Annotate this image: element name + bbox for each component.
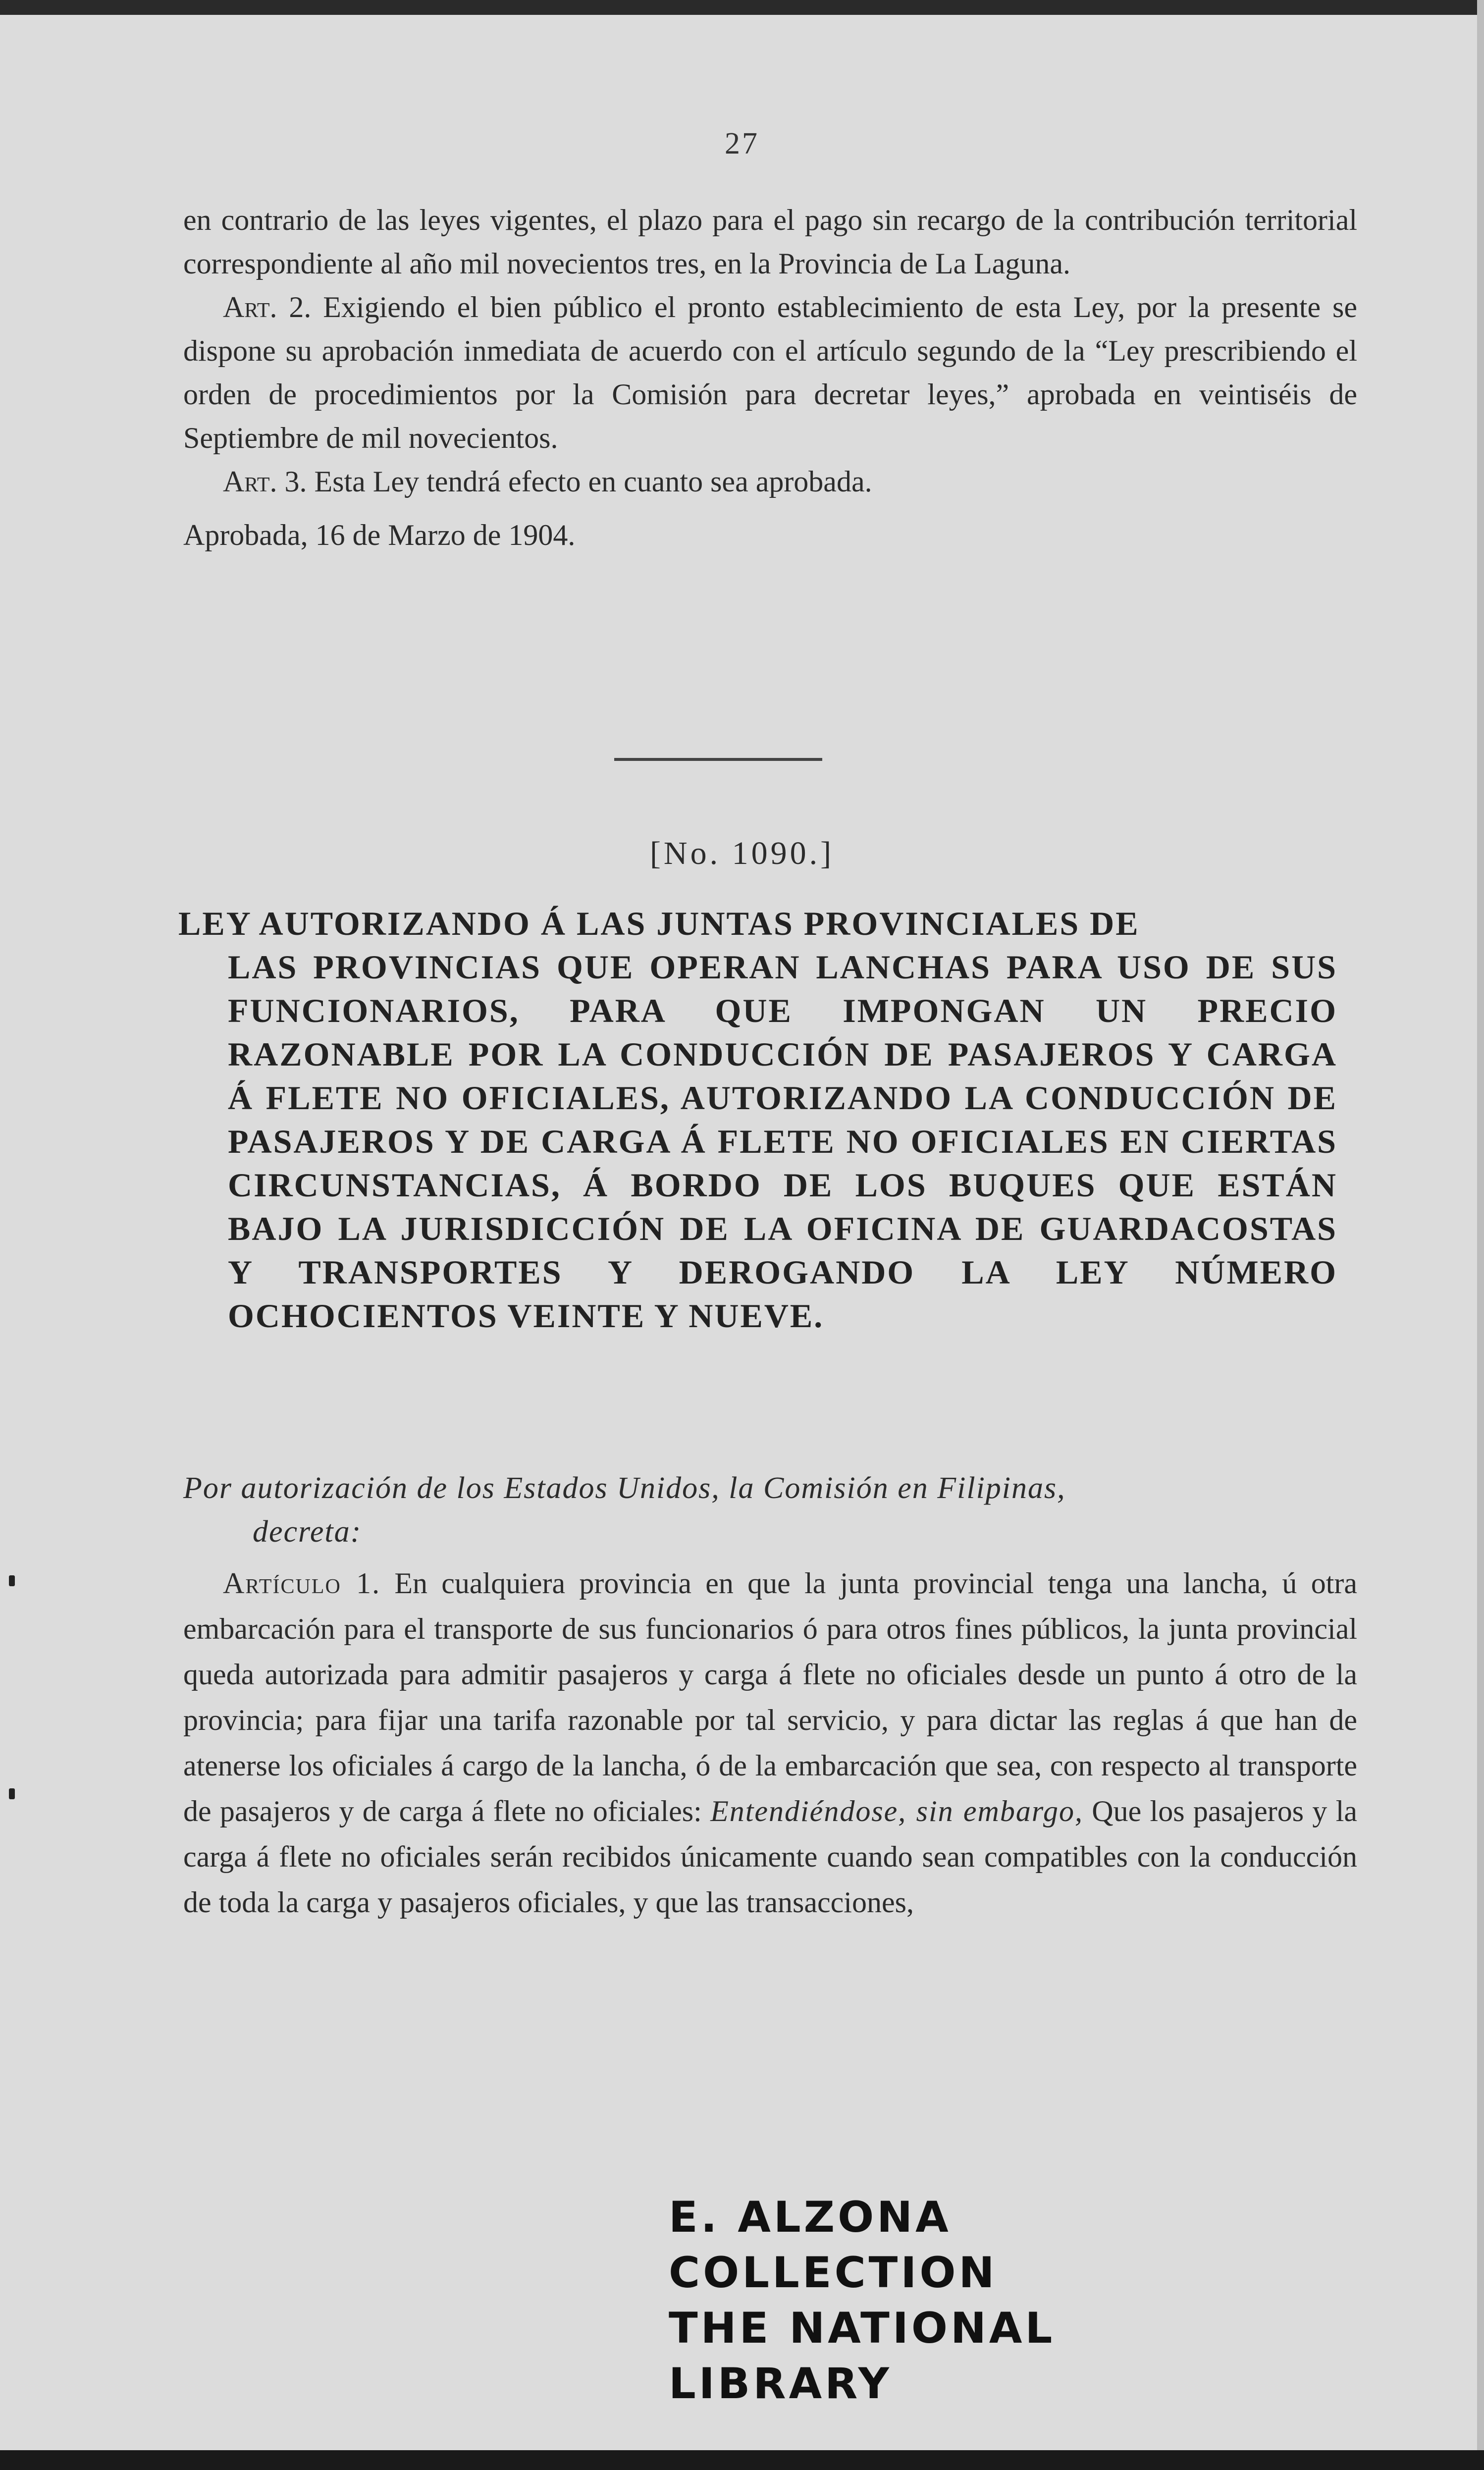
article-1-label: Artículo 1. bbox=[223, 1567, 381, 1600]
article-3-paragraph bbox=[183, 460, 1357, 503]
article-2-text: Exigiendo el bien público el pronto establecimiento de esta Ley, por la presente se dispone su aprobación inmediata de acuerdo con el artículo segundo de la “Ley prescribiendo el orden de procedimientos por la Comisión para decretar leyes,” aprobada en veintiséis de Septiembre de mil novecientos. bbox=[183, 291, 1358, 454]
section-divider bbox=[614, 758, 822, 761]
article-1-text-a: En cualquiera provincia en que la junta provincial tenga una lancha, ú otra embarcación para el transporte de sus funcionarios ó para otros fines públicos, la junta provincial queda autorizada para admitir pasajeros y carga á flete no oficiales desde un punto á otro de la provincia; para fijar una tarifa razonable por tal servicio, y para dictar las reglas á que han de atenerse los oficiales á cargo de la lancha, ó de la embarcación que sea, con respecto al transporte de pasajeros y de carga á flete no oficiales: bbox=[183, 1567, 1357, 1827]
margin-mark bbox=[9, 1788, 15, 1799]
enacting-clause-line-2: decreta: bbox=[253, 1515, 362, 1549]
continuation-paragraph: en contrario de las leyes vigentes, el plazo para el pago sin recargo de la contribución territorial correspondiente al año mil novecientos tres, en la Provincia de La Laguna. bbox=[183, 204, 1357, 280]
article-3-text: Esta Ley tendrá efecto en cuanto sea aprobada. bbox=[314, 465, 872, 498]
law-title bbox=[178, 902, 1337, 1338]
article-3-label: Art. 3. bbox=[223, 465, 307, 498]
article-1-proviso: Entendiéndose, sin embargo, bbox=[710, 1795, 1083, 1827]
enacting-clause-line-1: Por autorización de los Estados Unidos, la Comisión en Filipinas, bbox=[183, 1471, 1066, 1505]
stamp-line-1: E. ALZONA COLLECTION bbox=[669, 2193, 998, 2298]
scan-edge-right bbox=[1477, 0, 1484, 2470]
approval-date bbox=[183, 513, 1357, 557]
enacting-clause bbox=[183, 1466, 1352, 1554]
scan-edge-bottom bbox=[0, 2450, 1484, 2470]
article-2-label: Art. 2. bbox=[223, 291, 312, 323]
article-2-paragraph bbox=[183, 285, 1357, 460]
law-title-body: LAS PROVINCIAS QUE OPERAN LANCHAS PARA USO DE SUS FUNCIONARIOS, PARA QUE IMPONGAN UN PRECIO RAZONABLE POR LA CONDUCCIÓN DE PASAJEROS Y CARGA Á FLETE NO OFICIALES, AUTORIZANDO LA CONDUCCIÓN DE PASAJEROS Y DE CARGA Á FLETE NO OFICIALES EN CIERTAS CIRCUNSTANCIAS, Á BORDO DE LOS BUQUES QUE ESTÁN BAJO LA JURISDICCIÓN DE LA OFICINA DE GUARDACOSTAS Y TRANSPORTES Y DEROGANDO LA LEY NÚMERO OCHOCIENTOS VEINTE Y NUEVE. bbox=[228, 948, 1337, 1335]
margin-mark bbox=[9, 1575, 15, 1586]
library-collection-stamp bbox=[669, 2190, 1263, 2412]
article-1-paragraph bbox=[183, 1560, 1357, 1925]
article-1-text-b: Que los pasajeros y la carga á flete no oficiales serán recibidos únicamente cuando sean compatibles con la conducción de toda la carga y pasajeros oficiales, y que las transacciones, bbox=[183, 1795, 1357, 1919]
top-text-block bbox=[183, 198, 1357, 557]
law-title-first-line: LEY AUTORIZANDO Á LAS JUNTAS PROVINCIALES DE bbox=[178, 905, 1140, 942]
page-number: 27 bbox=[725, 127, 759, 161]
scan-edge-top bbox=[0, 0, 1484, 15]
stamp-line-2: THE NATIONAL LIBRARY bbox=[669, 2304, 1056, 2409]
approval-date-text: Aprobada, 16 de Marzo de 1904. bbox=[183, 519, 576, 551]
document-number: [No. 1090.] bbox=[649, 835, 835, 871]
